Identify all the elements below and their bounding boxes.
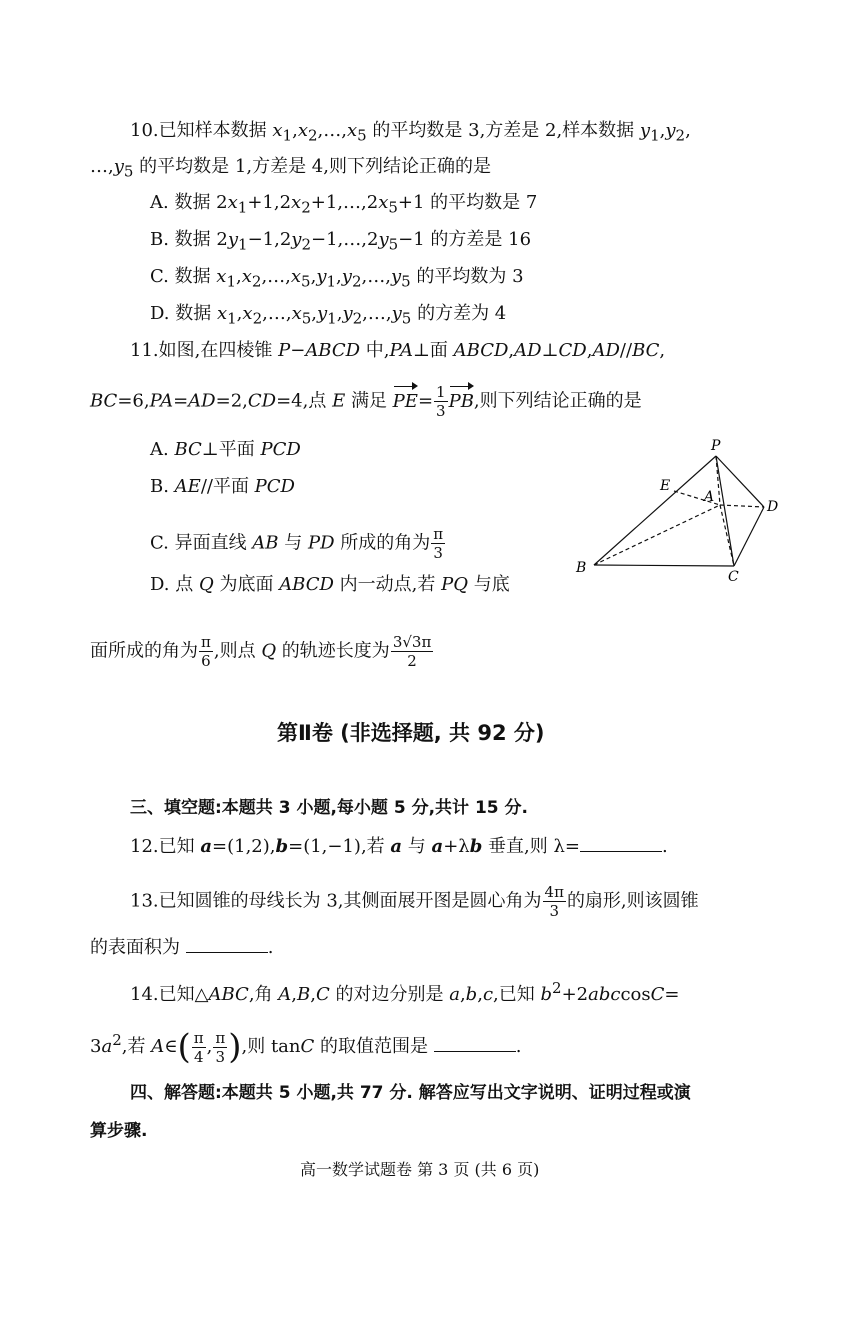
label-e: E — [660, 478, 671, 494]
label-c: C — [728, 569, 739, 585]
label-d: D — [767, 499, 779, 515]
section-4-heading-line1: 四、解答题:本题共 5 小题,共 77 分. 解答应写出文字说明、证明过程或演 — [130, 1083, 691, 1103]
vector-pb: PB — [449, 385, 474, 415]
q13-line2: 的表面积为 . — [90, 934, 273, 961]
pyramid-figure — [570, 435, 790, 585]
edge-pb — [594, 456, 716, 565]
q11-stem-line1: 11.如图,在四棱锥 P−ABCD 中,PA⊥面 ABCD,AD⊥CD,AD//BC, — [130, 340, 666, 361]
q10-option-a: A. 数据 $2x_1+1,2x_2+1,\dots,2x_5+1$ 的平均数是 7 — [150, 192, 538, 217]
q11-option-a: A. BC⊥平面 PCD — [150, 439, 301, 460]
q11-option-b: B. AE//平面 PCD — [150, 476, 295, 497]
edge-ba — [594, 505, 720, 565]
edge-cd — [734, 507, 764, 566]
q10-option-c: C. 数据 $x_1,x_2,\dots,x_5,y_1,y_2,\dots,y_5$ 的平均数为 3 — [150, 266, 524, 291]
edge-bc — [594, 565, 734, 566]
section-2-title: 第Ⅱ卷 (非选择题, 共 92 分) — [277, 721, 545, 745]
q10-stem-line1: 10.已知样本数据 $x_1,x_2,\dots,x_5$ 的平均数是 3,方差是 2,样本数据 $y_1,y_2$, — [130, 120, 691, 145]
q11-option-c: C. 异面直线 AB 与 PD 所成的角为 $\frac{\pi}{3}$ — [150, 525, 444, 562]
edge-ad — [720, 505, 764, 507]
vector-pe: PE — [393, 385, 418, 415]
q14-line2: $3a^2$,若 A∈( $\frac{\pi}{4}$ , $\frac{\pi}{3}$ ),则 tanC 的取值范围是 . — [90, 1027, 522, 1067]
answer-blank[interactable] — [434, 1033, 516, 1052]
q10-option-d: D. 数据 $x_1,x_2,\dots,x_5,y_1,y_2,\dots,y_5$ 的方差为 4 — [150, 303, 507, 328]
label-a: A — [704, 489, 715, 505]
edge-pa — [716, 456, 720, 505]
section-4-heading-line2: 算步骤. — [90, 1121, 148, 1141]
label-b: B — [576, 560, 587, 576]
q11-stem-line2: BC=6,PA=AD=2,CD=4,点 E 满足 PE= $\frac{1}{3}$ PB,则下列结论正确的是 — [90, 383, 642, 420]
answer-blank[interactable] — [580, 833, 662, 852]
fraction-one-third: $\frac{1}{3}$ — [436, 383, 446, 420]
q12: 12.已知 a=(1,2),b=(1,−1),若 a 与 a+λb 垂直,则 λ= . — [130, 833, 668, 860]
label-p: P — [711, 438, 721, 454]
q11-option-d-continued: 面所成的角为 $\frac{\pi}{6}$ ,则点 Q 的轨迹长度为 $\frac{3√3\pi}{2}$ — [90, 633, 432, 670]
q11-option-d: D. 点 Q 为底面 ABCD 内一动点,若 PQ 与底 — [150, 574, 510, 595]
q14-line1: 14.已知△ABC,角 A,B,C 的对边分别是 a,b,c,已知 $b^2+2abccosC=$ — [130, 979, 680, 1005]
section-3-heading: 三、填空题:本题共 3 小题,每小题 5 分,共计 15 分. — [130, 798, 528, 818]
q13-line1: 13.已知圆锥的母线长为 3,其侧面展开图是圆心角为 $\frac{4\pi}{3}$ 的扇形,则该圆锥 — [130, 883, 699, 920]
q10-option-b: B. 数据 $2y_1-1,2y_2-1,\dots,2y_5-1$ 的方差是 16 — [150, 229, 532, 254]
page-footer: 高一数学试题卷 第 3 页 (共 6 页) — [300, 1160, 540, 1179]
q10-stem-line2: $\dots,y_5$ 的平均数是 1,方差是 4,则下列结论正确的是 — [90, 156, 491, 181]
answer-blank[interactable] — [186, 934, 268, 953]
